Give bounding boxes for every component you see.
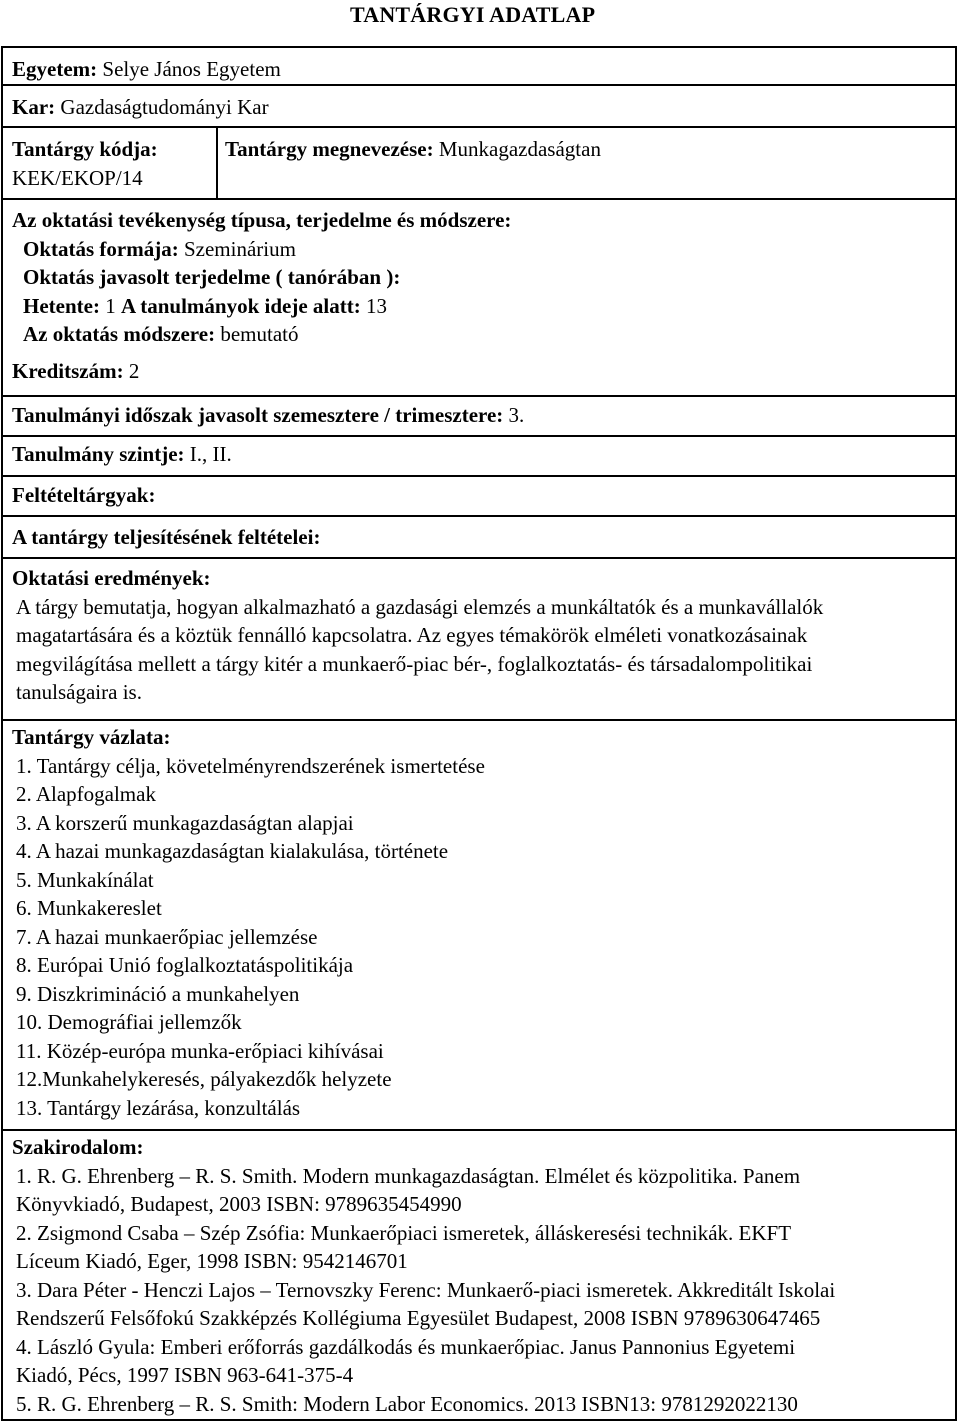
outline-item: 11. Közép-európa munka-erőpiaci kihívásai	[16, 1038, 384, 1063]
outcomes-label: Oktatási eredmények:	[12, 566, 211, 590]
outline-item: 9. Diszkrimináció a munkahelyen	[16, 981, 300, 1006]
course-name-label: Tantárgy megnevezése:	[225, 137, 434, 161]
teaching-weekly-value: 1	[105, 293, 116, 318]
outline-item: 4. A hazai munkagazdaságtan kialakulása, története	[16, 839, 449, 863]
literature-line: 4. László Gyula: Emberi erőforrás gazdálkodás és munkaerőpiac. Janus Pannonius Egyetemi	[16, 1334, 796, 1359]
level-label: Tanulmány szintje:	[12, 442, 185, 466]
faculty-value: Gazdaságtudományi Kar	[60, 95, 269, 119]
course-code-label: Tantárgy kódja:	[12, 137, 158, 161]
course-id-row	[3, 128, 955, 200]
level-row	[3, 437, 955, 477]
page-title: TANTÁRGYI ADATLAP	[350, 2, 596, 27]
outline-item: 2. Alapfogalmak	[16, 782, 156, 806]
faculty-label: Kar:	[12, 95, 56, 119]
outline-item: 8. Európai Unió foglalkoztatáspolitikája	[16, 953, 354, 977]
semester-label: Tanulmányi időszak javasolt szemesztere / trimesztere:	[12, 403, 504, 427]
literature-line: Rendszerű Felsőfokú Szakképzés Kollégiuma Egyesület Budapest, 2008 ISBN 9789630647465	[16, 1306, 821, 1330]
teaching-form-value: Szeminárium	[183, 236, 296, 261]
outline-item: 7. A hazai munkaerőpiac jellemzése	[16, 924, 318, 949]
teaching-method-label: Az oktatás módszere:	[23, 322, 216, 346]
outcomes-line: magatartására és a köztük fennálló kapcsolatra. Az egyes témakörök elméleti vonatkozásainak	[16, 623, 808, 647]
literature-line: Könyvkiadó, Budapest, 2003 ISBN: 9789635454990	[16, 1192, 462, 1216]
teaching-form-label: Oktatás formája:	[23, 236, 179, 261]
literature-row	[3, 1131, 955, 1423]
credits-label: Kreditszám:	[12, 359, 124, 383]
outline-item: 13. Tantárgy lezárása, konzultálás	[16, 1095, 301, 1120]
university-row	[3, 48, 955, 86]
teaching-heading: Az oktatási tevékenység típusa, terjedelme és módszere:	[12, 208, 512, 232]
literature-label: Szakirodalom:	[12, 1135, 144, 1159]
level-value: I., II.	[189, 442, 232, 466]
literature-line: 3. Dara Péter - Henczi Lajos – Ternovszky Ferenc: Munkaerő-piaci ismeretek. Akkreditált Iskolai	[16, 1277, 836, 1302]
outcomes-line: A tárgy bemutatja, hogyan alkalmazható a gazdasági elemzés a munkáltatók és a munkavállalók	[16, 594, 824, 619]
cell-divider	[216, 128, 218, 198]
teaching-total-value: 13	[365, 293, 387, 318]
university-value: Selye János Egyetem	[102, 57, 281, 81]
outline-item: 3. A korszerű munkagazdaságtan alapjai	[16, 810, 354, 835]
outline-row	[3, 721, 955, 1131]
outline-item: 5. Munkakínálat	[16, 867, 154, 892]
teaching-weekly-label: Hetente:	[23, 293, 100, 318]
literature-line: 1. R. G. Ehrenberg – R. S. Smith. Modern munkagazdaságtan. Elmélet és közpolitika. Panem	[16, 1163, 801, 1188]
outline-label: Tantárgy vázlata:	[12, 725, 171, 749]
conditions-label: A tantárgy teljesítésének feltételei:	[12, 525, 321, 549]
course-datasheet-table	[1, 46, 957, 1421]
outline-item: 12.Munkahelykeresés, pályakezdők helyzete	[16, 1067, 392, 1091]
course-name-value: Munkagazdaságtan	[438, 137, 601, 161]
teaching-method-value: bemutató	[220, 322, 299, 346]
outcomes-line: tanulságaira is.	[16, 680, 142, 704]
literature-line: 2. Zsigmond Csaba – Szép Zsófia: Munkaerőpiaci ismeretek, álláskeresési technikák. EKFT	[16, 1220, 792, 1245]
teaching-total-label: A tanulmányok ideje alatt:	[120, 293, 361, 318]
teaching-extent-label: Oktatás javasolt terjedelme ( tanórában ):	[23, 265, 401, 289]
semester-row	[3, 397, 955, 437]
conditions-row	[3, 517, 955, 559]
literature-line: 5. R. G. Ehrenberg – R. S. Smith: Modern Labor Economics. 2013 ISBN13: 9781292022130	[16, 1391, 798, 1416]
outcomes-row	[3, 559, 955, 721]
prerequisites-label: Feltételtárgyak:	[12, 483, 156, 507]
faculty-row	[3, 86, 955, 128]
outcomes-line: megvilágítása mellett a tárgy kitér a munkaerő-piac bér-, foglalkoztatás- és társadalompolitikai	[16, 651, 813, 676]
prerequisites-row	[3, 477, 955, 517]
course-code-value: KEK/EKOP/14	[12, 165, 143, 190]
outline-item: 6. Munkakereslet	[16, 896, 162, 920]
credits-value: 2	[128, 359, 140, 383]
university-label: Egyetem:	[12, 57, 98, 81]
literature-line: Kiadó, Pécs, 1997 ISBN 963-641-375-4	[16, 1363, 354, 1387]
outline-item: 1. Tantárgy célja, követelményrendszerének ismertetése	[16, 753, 485, 778]
semester-value: 3.	[508, 403, 525, 427]
literature-line: Líceum Kiadó, Eger, 1998 ISBN: 9542146701	[16, 1249, 408, 1273]
teaching-row	[3, 200, 955, 397]
outline-item: 10. Demográfiai jellemzők	[16, 1010, 242, 1034]
